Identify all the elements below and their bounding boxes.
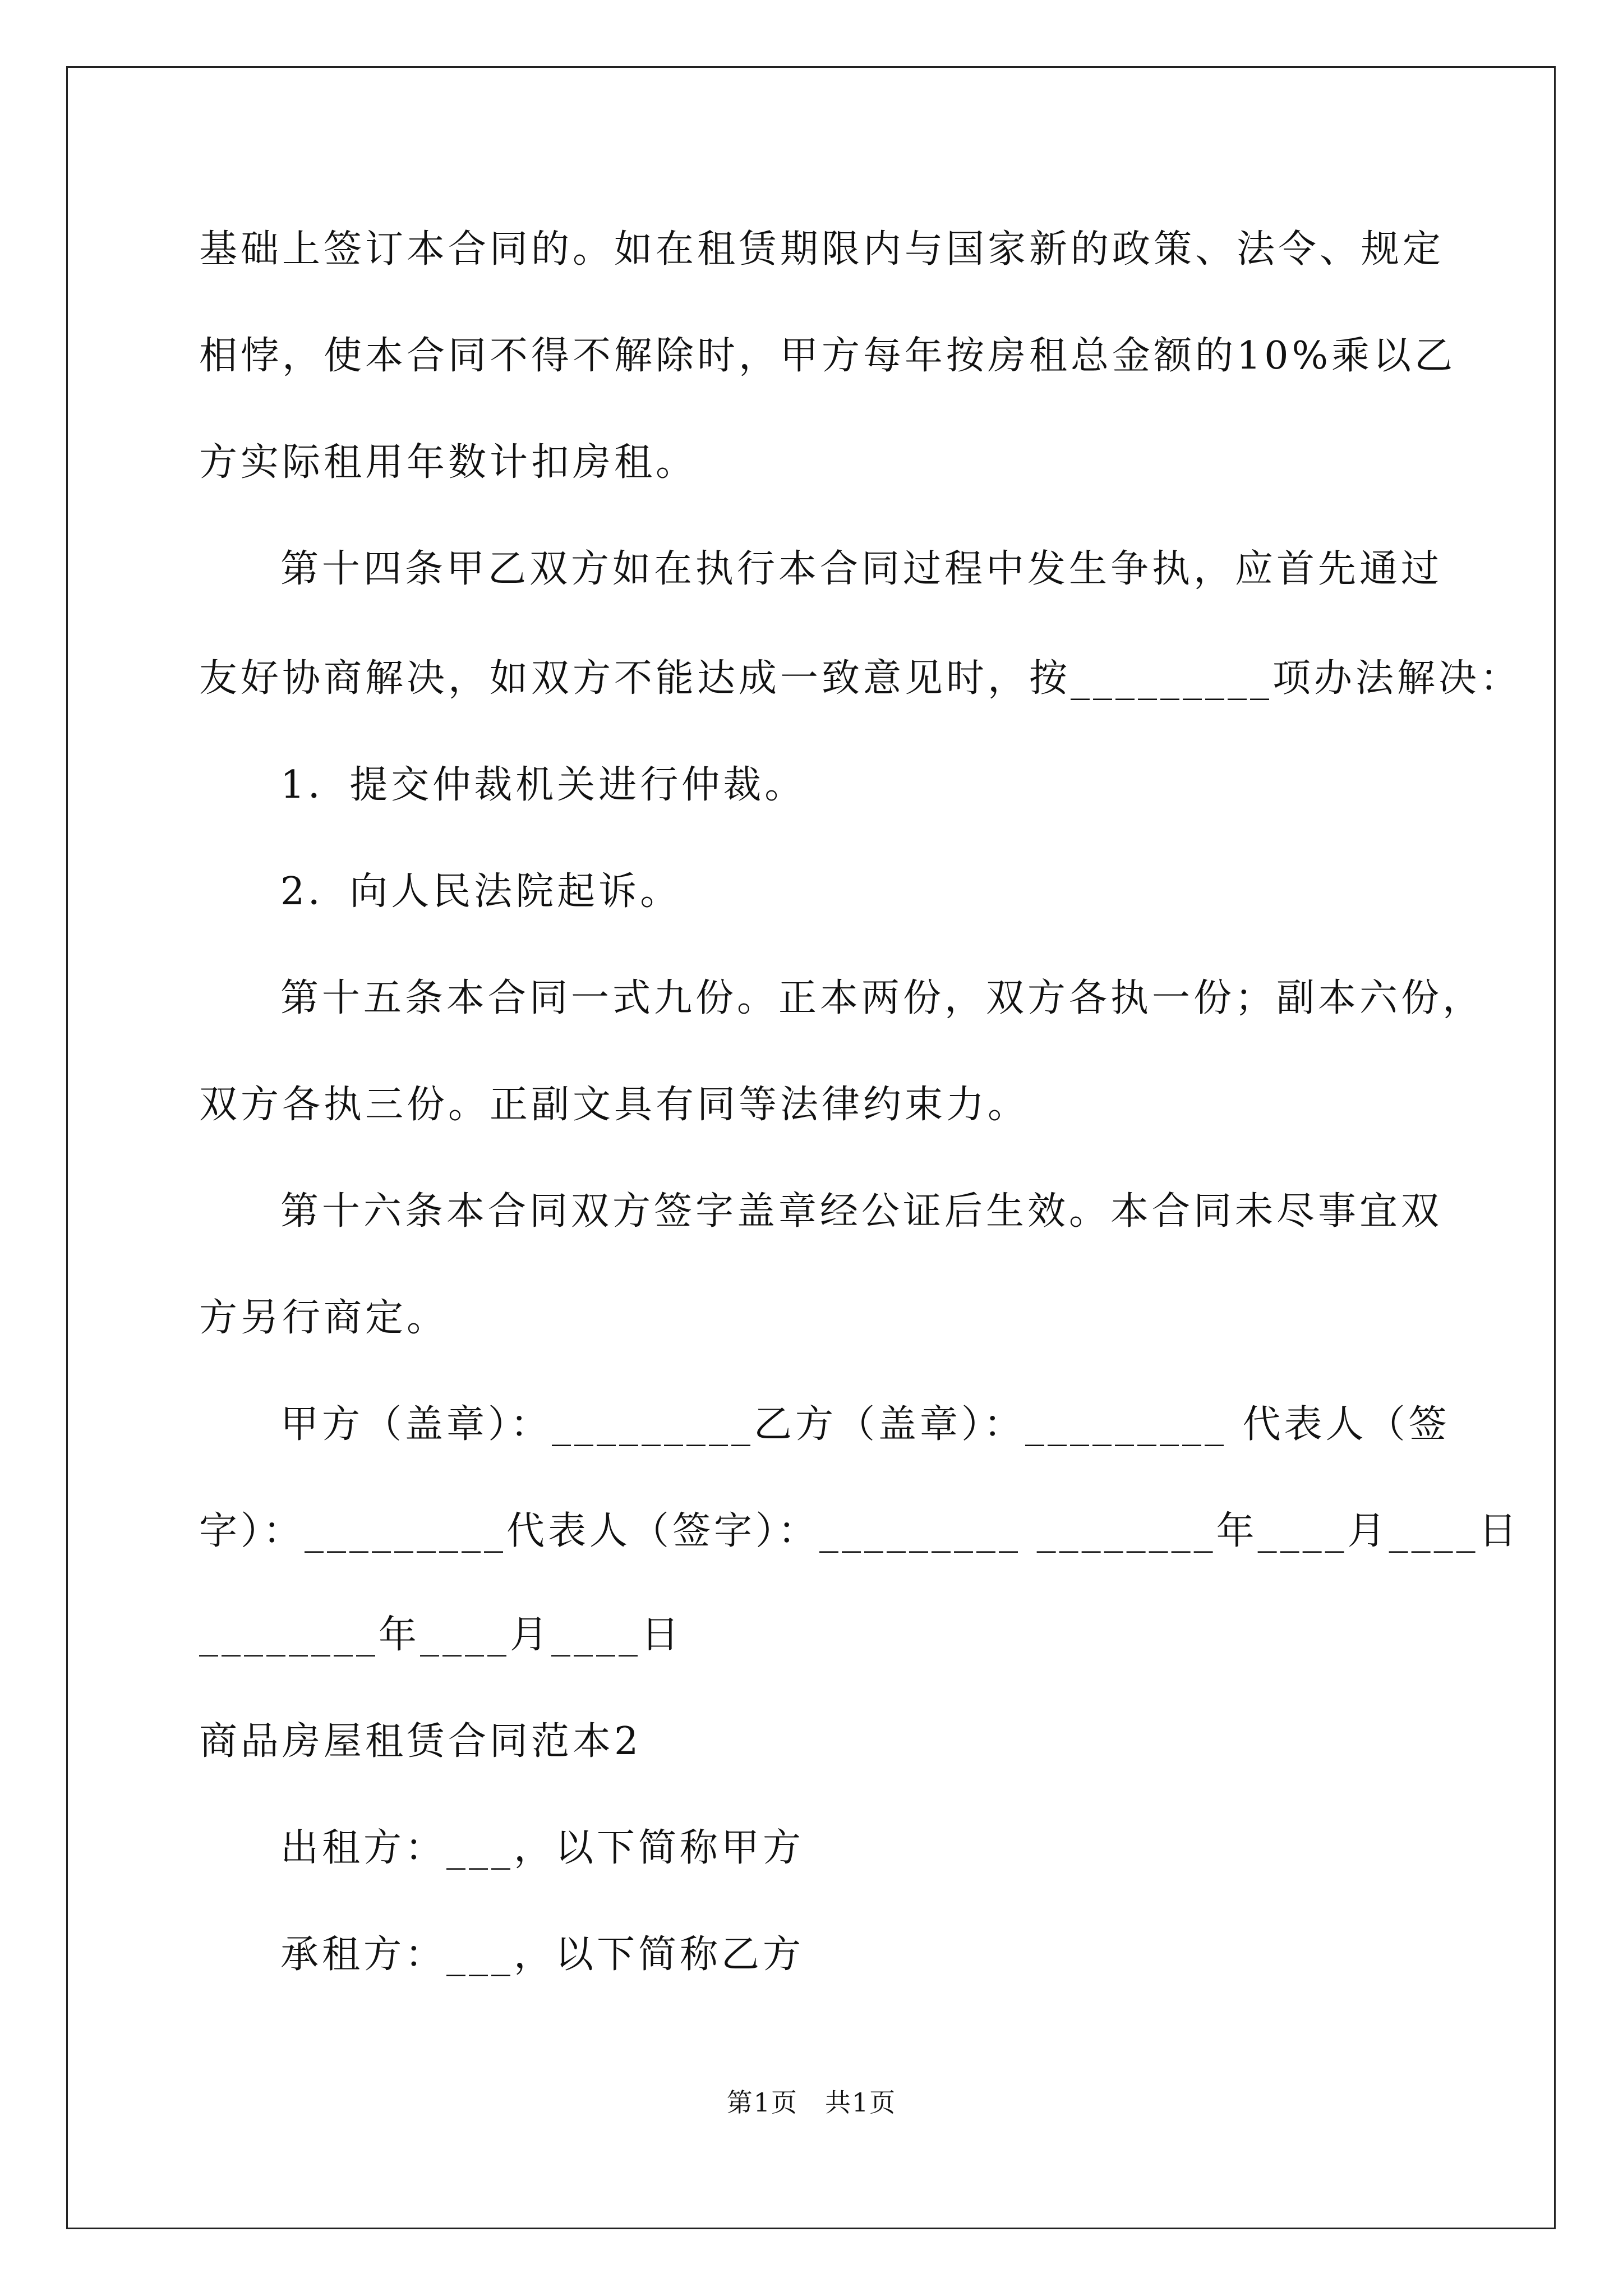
option-1-line: 1．提交仲裁机关进行仲裁。: [280, 763, 806, 807]
lessee-line: 承租方：___，以下简称乙方: [280, 1932, 805, 1977]
lessor-line: 出租方：___，以下简称甲方: [280, 1826, 805, 1870]
signature-line-1: 甲方（盖章）：_________乙方（盖章）：_________ 代表人（签: [280, 1402, 1450, 1447]
article-14-line-2: 友好协商解决，如双方不能达成一致意见时，按_________项办法解决：: [199, 656, 1522, 701]
text-line-1: 基础上签订本合同的。如在租赁期限内与国家新的政策、法令、规定: [199, 227, 1445, 272]
date-line: ________年____月____日: [199, 1613, 683, 1657]
text-line-2: 相悖，使本合同不得不解除时，甲方每年按房租总金额的10%乘以乙: [199, 334, 1456, 378]
section-title: 商品房屋租赁合同范本2: [199, 1719, 642, 1764]
text-line-3: 方实际租用年数计扣房租。: [199, 440, 698, 485]
article-14-line-1: 第十四条甲乙双方如在执行本合同过程中发生争执，应首先通过: [280, 547, 1443, 591]
article-15-line-1: 第十五条本合同一式九份。正本两份，双方各执一份；副本六份，: [280, 976, 1484, 1020]
option-2-line: 2．向人民法院起诉。: [280, 869, 682, 914]
page-border: [66, 66, 1556, 2229]
article-16-line-2: 方另行商定。: [199, 1296, 449, 1340]
article-15-line-2: 双方各执三份。正副文具有同等法律约束力。: [199, 1083, 1030, 1127]
signature-line-2: 字）：_________代表人（签字）：_________ ________年____月____日: [199, 1509, 1520, 1553]
page-number-footer: 第1页 共1页: [726, 2087, 897, 2118]
article-16-line-1: 第十六条本合同双方签字盖章经公证后生效。本合同未尽事宜双: [280, 1189, 1443, 1234]
